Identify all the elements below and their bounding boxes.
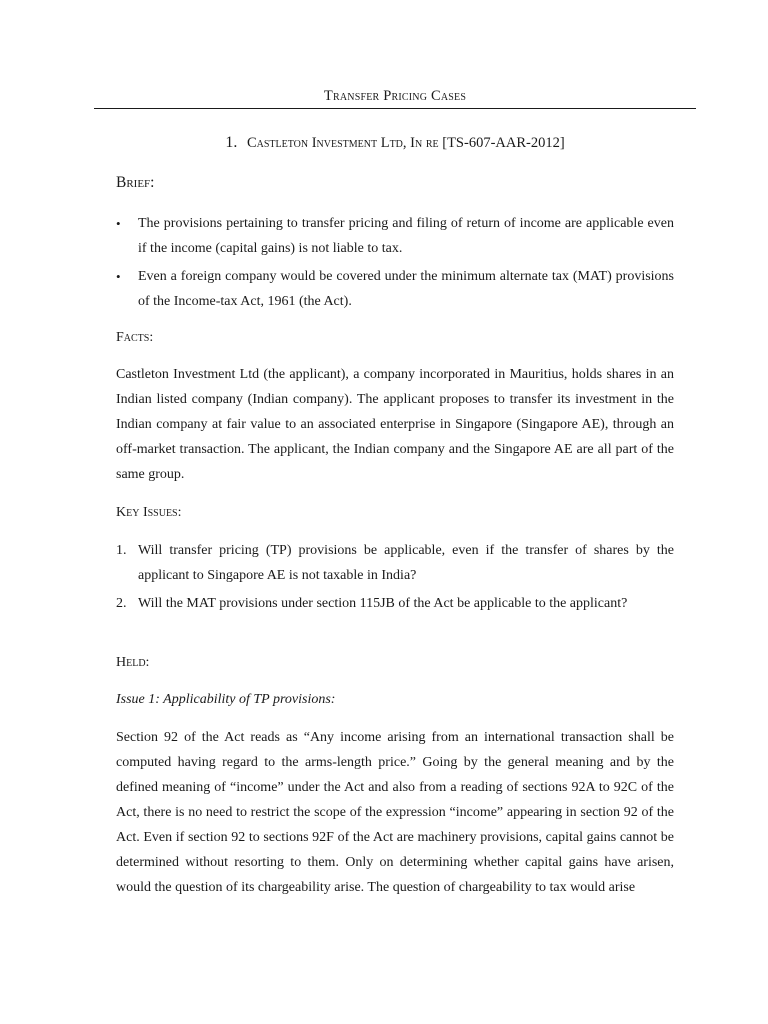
brief-heading: Brief: — [116, 174, 155, 191]
issue-1-subheading: Issue 1: Applicability of TP provisions: — [116, 692, 336, 707]
key-issue-marker: 1. — [116, 543, 127, 558]
case-number: 1. — [225, 134, 238, 151]
key-issues-list — [116, 538, 674, 619]
facts-paragraph: Castleton Investment Ltd (the applicant), a company incorporated in Mauritius, holds shares in an Indian listed company (Indian company). The applicant proposes to transfer its investment in the Indian company at fair value to an associated enterprise in Singapore (Singapore AE), through an off-market transaction. The applicant, the Indian company and the Singapore AE are all part of the same group. — [116, 367, 674, 482]
brief-bullet-item: • The provisions pertaining to transfer pricing and filing of return of income are applicable even if the income (capital gains) is not liable to tax. — [116, 211, 674, 261]
key-issue-text: Will the MAT provisions under section 115JB of the Act be applicable to the applicant? — [138, 596, 628, 611]
key-issue-marker: 2. — [116, 596, 127, 611]
held-heading: Held: — [116, 655, 150, 670]
held-paragraph: Section 92 of the Act reads as “Any income arising from an international transaction shall be computed having regard to the arms-length price.” Going by the general meaning and by the defined meaning of “income” under the Act and also from a reading of sections 92A to 92C of the Act, there is no need to restrict the scope of the expression “income” appearing in section 92 of the Act. Even if section 92 to sections 92F of the Act are machinery provisions, capital gains cannot be determined without resorting to them. Only on determining whether capital gains have arisen, would the question of its chargeability arise. The question of chargeability to tax would arise — [116, 730, 674, 895]
document-title: Transfer Pricing Cases — [323, 88, 467, 104]
case-citation: [TS-607-AAR-2012] — [442, 135, 565, 151]
key-issue-text: Will transfer pricing (TP) provisions be applicable, even if the transfer of shares by the applicant to Singapore AE is not taxable in India? — [138, 543, 674, 583]
key-issue-item — [116, 591, 674, 616]
case-heading — [116, 134, 674, 152]
case-name: Castleton Investment Ltd, In re — [246, 135, 439, 151]
brief-bullet-item: • Even a foreign company would be covered under the minimum alternate tax (MAT) provisions of the Income-tax Act, 1961 (the Act). — [116, 264, 674, 314]
title-divider — [94, 108, 696, 109]
key-issue-item — [116, 538, 674, 588]
brief-bullet-list — [116, 211, 674, 317]
facts-heading: Facts: — [116, 330, 154, 345]
key-issues-heading: Key Issues: — [116, 505, 182, 520]
